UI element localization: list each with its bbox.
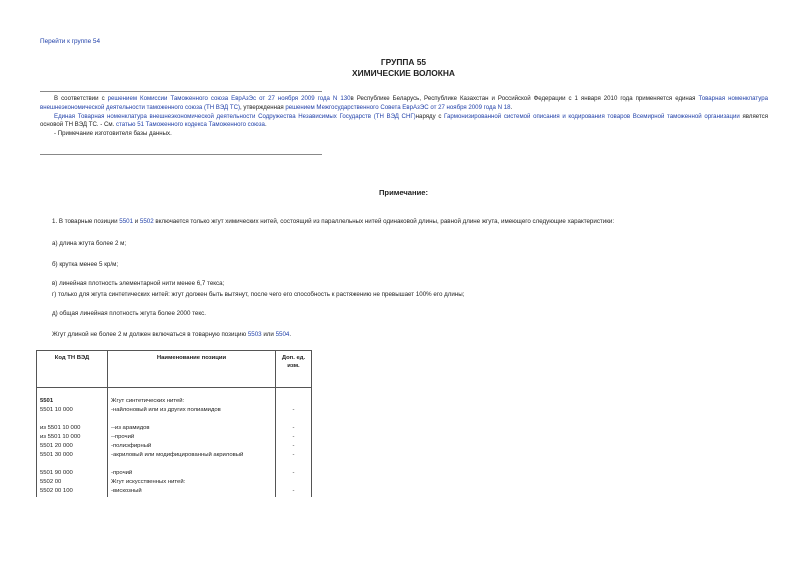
footnote-paragraph-2 [40, 113, 768, 131]
note-item-v: в) линейная плотность элементарной нити менее 6,7 текса; [52, 280, 225, 287]
reference-link[interactable]: статью 51 Таможенного кодекса Таможенного союза [115, 121, 265, 129]
reference-link[interactable]: решением Межгосударственного Совета ЕврАзЭС от 27 ноября 2009 года N 18 [285, 103, 511, 111]
note-item-g: г) только для жгута синтетических нитей: жгут должен быть вытянут, после чего его способность к растяжению не превышает 100% его длины; [52, 291, 465, 298]
note-item-b: б) крутка менее 5 кр/м; [52, 261, 119, 268]
table-row [37, 425, 312, 434]
reference-link[interactable]: 5504 [275, 331, 290, 338]
table-cell-name: -полиэфирный [108, 443, 276, 452]
table-cell-name: --из арамидов [108, 425, 276, 434]
table-cell-unit: - [276, 470, 312, 479]
table-spacer-row [37, 388, 312, 399]
table-cell-name: -найлоновый или из других полиамидов [108, 407, 276, 425]
table-cell-name: Жгут искусственных нитей: [108, 479, 276, 488]
text-segment: 1. В товарные позиции [52, 218, 120, 225]
table-cell-name: -вискозный [108, 488, 276, 497]
reference-link[interactable]: решением Комиссии Таможенного союза ЕврАзЭс от 27 ноября 2009 года N 130 [107, 95, 351, 102]
text-segment: и [133, 218, 140, 225]
table-cell-name: -прочий [108, 470, 276, 479]
table-cell-code: из 5501 10 000 [37, 425, 108, 434]
text-segment: В соответствии с [54, 95, 108, 102]
text-segment: Жгут длиной не более 2 м должен включаться в товарную позицию [52, 331, 248, 338]
table-row [37, 443, 312, 452]
text-segment: , утвержденная [240, 103, 286, 111]
reference-link[interactable]: Товарная номенклатура внешнеэкономической деятельности таможенного союза (ТН ВЭД ТС) [40, 95, 768, 111]
text-segment: или [261, 331, 276, 338]
reference-link[interactable]: 5503 [247, 331, 262, 338]
table-cell-code: из 5501 10 000 [37, 434, 108, 443]
note-item-a: а) длина жгута более 2 м; [52, 240, 127, 247]
text-segment: наряду с [415, 112, 445, 120]
header-name: Наименование позиции [108, 351, 276, 388]
table-header-row [37, 351, 312, 388]
divider-top [40, 91, 322, 92]
table-cell-unit: - [276, 425, 312, 434]
text-segment: включается только жгут химических нитей, состоящий из параллельных нитей одинаковой длины, равной длине жгута, имеющего следующие характеристики: [153, 218, 615, 225]
footnote-paragraph-1 [40, 95, 768, 113]
group-title: ХИМИЧЕСКИЕ ВОЛОКНА [352, 68, 455, 78]
table-cell-code: 5501 10 000 [37, 407, 108, 425]
table-row [37, 488, 312, 497]
table-cell-name: Жгут синтетических нитей: [108, 398, 276, 407]
table-cell-unit: - [276, 488, 312, 497]
table-cell-code: 5502 00 100 [37, 488, 108, 497]
table-row [37, 434, 312, 443]
text-segment: . [264, 121, 267, 129]
table-cell-name: -акриловый или модифицированный акриловый [108, 452, 276, 470]
tariff-table [36, 350, 312, 497]
table-row [37, 470, 312, 479]
table-cell-code: 5502 00 [37, 479, 108, 488]
table-cell-code: 5501 90 000 [37, 470, 108, 479]
table-cell-code: 5501 30 000 [37, 452, 108, 470]
reference-link[interactable]: 5501 [119, 218, 134, 225]
text-segment: . [289, 331, 292, 338]
table-row [37, 479, 312, 488]
note-last-paragraph [52, 331, 772, 339]
table-cell-unit: - [276, 407, 312, 425]
reference-link[interactable]: 5502 [139, 218, 154, 225]
table-row [37, 452, 312, 470]
header-unit: Доп. ед. изм. [276, 351, 312, 388]
nav-link-group-54[interactable] [40, 38, 100, 47]
footnote-block [40, 95, 768, 139]
reference-link[interactable]: Единая Товарная номенклатура внешнеэкономической деятельности Содружества Независимых Государств (ТН ВЭД СНГ) [54, 112, 416, 120]
table-cell-code: 5501 20 000 [37, 443, 108, 452]
table-cell-code: 5501 [37, 398, 108, 407]
note-heading: Примечание: [378, 188, 429, 197]
reference-link[interactable]: Гармонизированной системой описания и кодирования товаров Всемирной таможенной организации [444, 112, 740, 120]
table-cell-unit [276, 398, 312, 407]
group-number: ГРУППА 55 [380, 57, 427, 67]
table-cell-unit: - [276, 452, 312, 470]
table-cell-name: --прочий [108, 434, 276, 443]
note-item-d: д) общая линейная плотность жгута более 2000 текс. [52, 310, 206, 317]
footnote-paragraph-3: - Примечание изготовителя базы данных. [54, 130, 172, 138]
table-row [37, 398, 312, 407]
prev-group-link[interactable]: Перейти к группе 54 [40, 38, 101, 45]
table-row [37, 407, 312, 425]
note-paragraph-1 [52, 218, 772, 226]
text-segment: является основой ТН ВЭД ТС. - См. [40, 112, 768, 129]
text-segment: в Республике Беларусь, Республике Казахстан и Российской Федерации с 1 января 2010 года применяется единая [350, 95, 699, 102]
text-segment: . [510, 103, 513, 111]
divider-bottom [40, 154, 322, 155]
table-cell-unit [276, 479, 312, 488]
header-code: Код ТН ВЭД [37, 351, 108, 388]
table-cell-unit: - [276, 434, 312, 443]
table-cell-unit: - [276, 443, 312, 452]
